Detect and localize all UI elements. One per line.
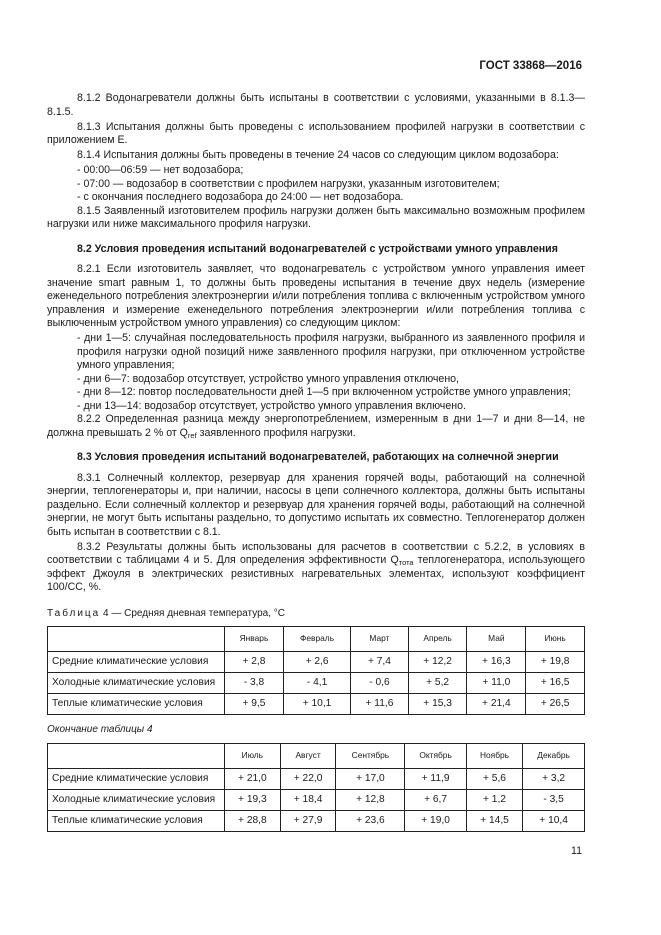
table-4 [47,626,585,715]
table-4-continuation [47,743,585,832]
table-row [48,789,585,810]
temperature-cell: + 11,6 [351,694,409,715]
temperature-cell: + 11,9 [405,768,466,789]
list-item-8-1-4-b: - 07:00 — водозабор в соответствии с профилем нагрузки, указанным изготовителем; [77,177,500,190]
paragraph-8-2-2-tail: заявленного профиля нагрузки. [196,426,356,439]
page-number: 11 [571,845,582,857]
table-caption-text: 4 — Средняя дневная температура, °С [100,607,285,619]
paragraph-8-2-2-text: 8.2.2 Определенная разница между энергопотреблением, измеренным в дни 1—7 и дни 8—14, не должна превышать 2 % от Q [47,413,585,439]
paragraph-8-3-1: 8.3.1 Солнечный коллектор, резервуар для хранения горячей воды, работающий на солнечной энергии, теплогенераторы и, при наличии, насосы в цепи солнечного коллектора, должны быть испытаны раздельно. Если солнечный коллектор и резервуар для хранения горячей воды, работающий на солнечной энергии, не могут быть испытаны раздельно, то допустимо испытать их совместно. Теплогенератор должен быть испытан в соответствии с 8.1. [47,471,585,538]
paragraph-8-1-4: 8.1.4 Испытания должны быть проведены в течение 24 часов со следующим циклом водозабора: [77,149,559,161]
table-4-continuation-caption: Окончание таблицы 4 [47,724,153,735]
month-header: Апрель [408,627,467,652]
temperature-cell: + 22,0 [280,768,336,789]
row-label: Средние климатические условия [48,652,225,673]
temperature-cell: + 5,6 [466,768,522,789]
paragraph-8-3-2-text: 8.3.2 Результаты должны быть использованы для расчетов в соответствии с 5.2.2, в условиях в соответствии с таблицами 4 и 5. Для определения эффективности Q [47,540,585,566]
table-row [48,694,585,715]
month-header: Июнь [526,627,585,652]
temperature-cell: + 14,5 [466,810,522,831]
table-4-caption [47,607,585,621]
row-label: Средние климатические условия [48,768,225,789]
month-header: Ноябрь [466,743,522,768]
month-header: Июль [225,743,281,768]
temperature-cell: + 12,2 [408,652,467,673]
temperature-cell: + 9,5 [225,694,284,715]
paragraph-8-1-2: 8.1.2 Водонагреватели должны быть испытаны в соответствии с условиями, указанными в 8.1.3—8.1.5. [47,92,585,118]
list-item-8-1-4-c: - с окончания последнего водозабора до 24:00 — нет водозабора. [77,191,404,203]
table-row [48,810,585,831]
month-header: Март [351,627,409,652]
temperature-cell: - 4,1 [283,673,350,694]
temperature-cell: + 21,0 [225,768,281,789]
document-body [47,92,585,832]
month-header: Май [467,627,526,652]
temperature-cell: + 21,4 [467,694,526,715]
month-header: Февраль [283,627,350,652]
temperature-cell: + 16,3 [467,652,526,673]
list-item-8-2-1-c: - дни 8—12: повтор последовательности дней 1—5 при включенном устройстве умного управления; [77,386,571,398]
list-item-8-2-1-a: - дни 1—5: случайная последовательность профиля нагрузки, выбранного из заявленного профиля и профиля нагрузки одной позиций ниже заявленного профиля нагрузки, при отключенном устройстве умного управления; [77,332,585,371]
table-header-row [48,743,585,768]
temperature-cell: + 17,0 [336,768,405,789]
temperature-cell: + 28,8 [225,810,281,831]
table-header-row [48,627,585,652]
temperature-cell: + 19,8 [526,652,585,673]
temperature-cell: + 19,0 [405,810,466,831]
table-caption-word: Таблица [47,607,101,619]
section-title-8-3: 8.3 Условия проведения испытаний водонагревателей, работающих на солнечной энергии [77,451,559,463]
temperature-cell: + 23,6 [336,810,405,831]
paragraph-8-2-1: 8.2.1 Если изготовитель заявляет, что водонагреватель с устройством умного управления имеет значение smart равным 1, то должны быть проведены испытания в течение двух недель (измерение еженедельного потребления электроэнергии и/или потребления топлива с включенным устройством умного управления и измерение еженедельного потребления электроэнергии и/или потребления топлива с выключенным устройством умного управления) со следующим циклом: [47,263,585,329]
paragraph-8-3-2-tail: теплогенератора, использующего эффект Джоуля в электрических резистивных нагревательных элементах, используют коэффициент 100/CC, %. [47,554,585,593]
temperature-cell: + 26,5 [526,694,585,715]
temperature-cell: + 18,4 [280,789,336,810]
temperature-cell: + 7,4 [351,652,409,673]
temperature-cell: + 15,3 [408,694,467,715]
temperature-cell: + 10,4 [523,810,585,831]
temperature-cell: + 3,2 [523,768,585,789]
temperature-cell: + 10,1 [283,694,350,715]
paragraph-8-3-2 [47,541,585,595]
list-item-8-1-4-a: - 00:00—06:59 — нет водозабора; [77,164,244,176]
month-header: Август [280,743,336,768]
q-tota-subscript: тота [398,558,414,567]
list-item-8-2-1-b: - дни 6—7: водозабор отсутствует, устройство умного управления отключено, [77,372,460,385]
temperature-cell: + 5,2 [408,673,467,694]
temperature-cell: + 2,8 [225,652,284,673]
temperature-cell: + 1,2 [466,789,522,810]
table-row [48,768,585,789]
temperature-cell: + 27,9 [280,810,336,831]
temperature-cell: + 19,3 [225,789,281,810]
temperature-cell: + 16,5 [526,673,585,694]
month-header: Сентябрь [336,743,405,768]
table-corner-cell [48,627,225,652]
row-label: Холодные климатические условия [48,789,225,810]
table-corner-cell [48,743,225,768]
paragraph-8-1-3: 8.1.3 Испытания должны быть проведены с использованием профилей нагрузки в соответствии с приложением Е. [47,120,585,146]
temperature-cell: - 0,6 [351,673,409,694]
paragraph-8-1-5: 8.1.5 Заявленный изготовителем профиль нагрузки должен быть максимально возможным профилем нагрузки или ниже максимального профиля нагрузки. [47,204,585,230]
table-row [48,652,585,673]
month-header: Октябрь [405,743,466,768]
paragraph-8-2-2 [47,413,585,440]
temperature-cell: + 11,0 [467,673,526,694]
temperature-cell: - 3,8 [225,673,284,694]
month-header: Январь [225,627,284,652]
document-code-header: ГОСТ 33868—2016 [479,60,582,72]
section-title-8-2: 8.2 Условия проведения испытаний водонагревателей с устройствами умного управления [77,242,558,255]
temperature-cell: + 2,6 [283,652,350,673]
row-label: Теплые климатические условия [48,694,225,715]
row-label: Теплые климатические условия [48,810,225,831]
table-row [48,673,585,694]
list-item-8-2-1-d: - дни 13—14: водозабор отсутствует, устройство умного управления включено. [77,399,466,412]
row-label: Холодные климатические условия [48,673,225,694]
month-header: Декабрь [523,743,585,768]
q-ref-subscript: ref [187,430,197,440]
temperature-cell: - 3,5 [523,789,585,810]
temperature-cell: + 12,8 [336,789,405,810]
temperature-cell: + 6,7 [405,789,466,810]
